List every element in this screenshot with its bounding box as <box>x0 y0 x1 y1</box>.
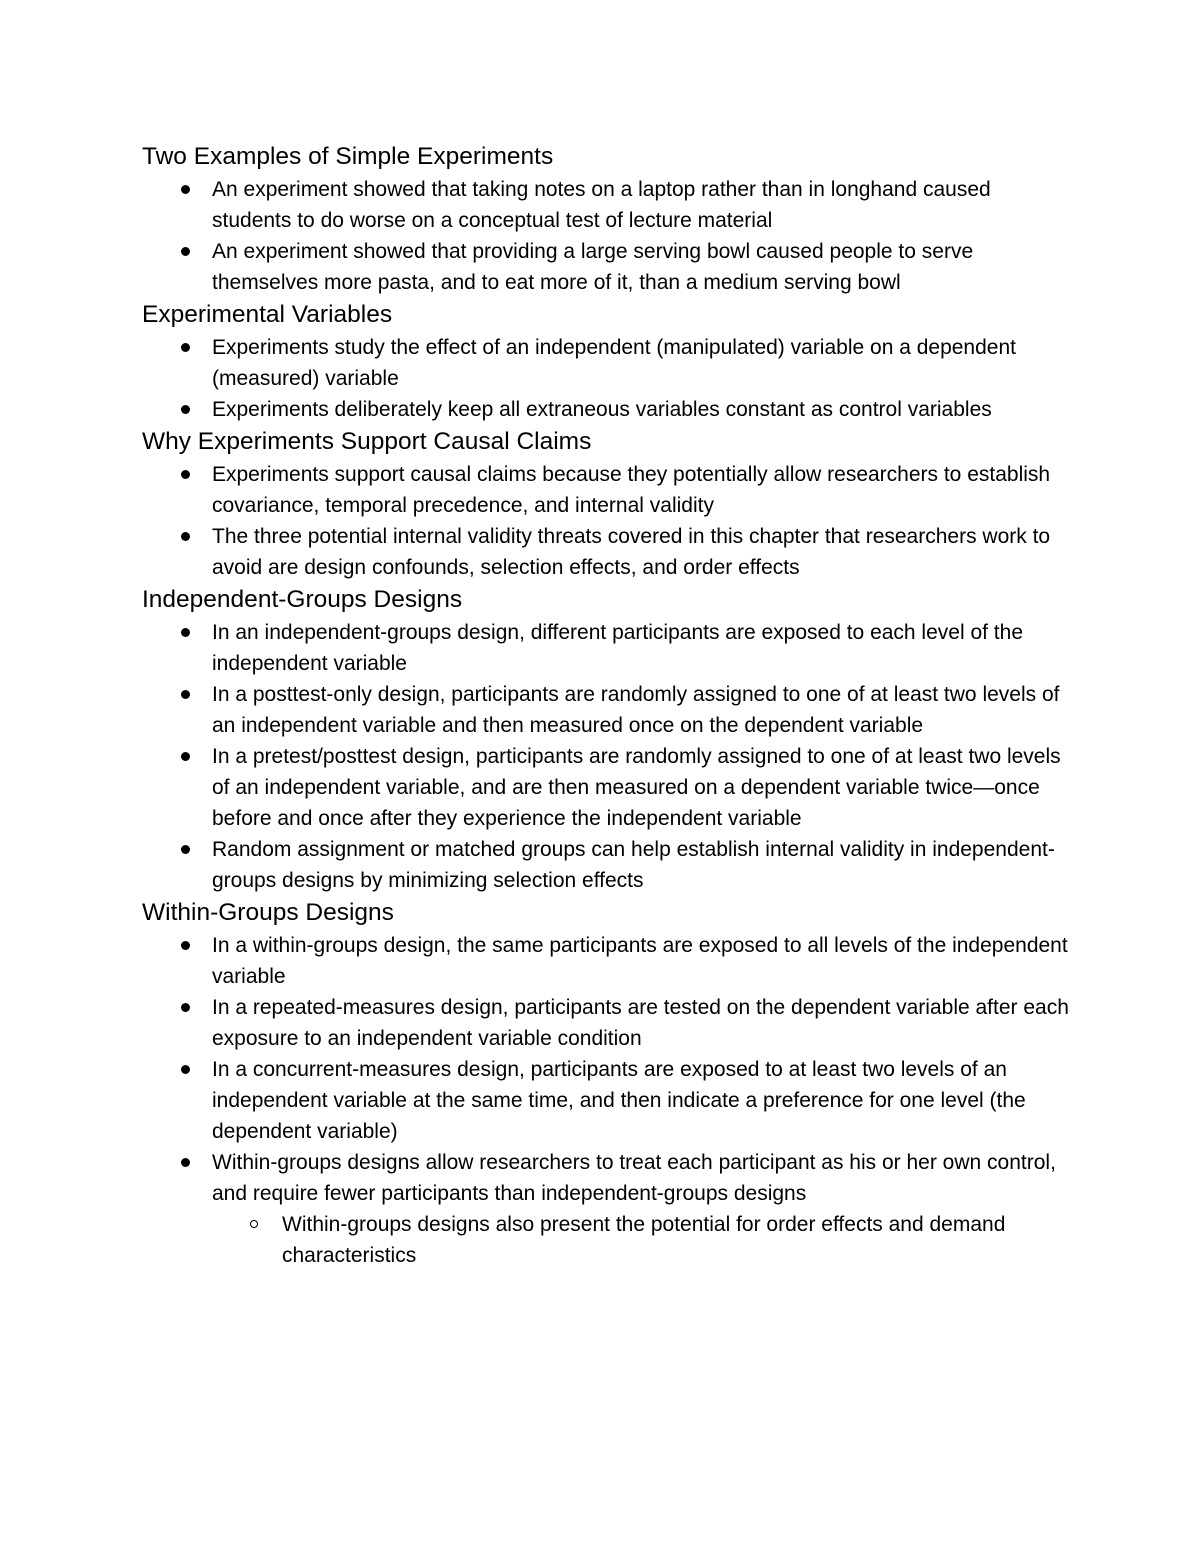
list-item-text: In a pretest/posttest design, participants are randomly assigned to one of at least two levels of an independent variable, and are then measured on a dependent variable twice—once before and once after they experience the independent variable <box>212 745 1061 830</box>
bullet-dot-icon <box>181 185 190 194</box>
list-item <box>142 741 1072 834</box>
list-item <box>142 992 1072 1054</box>
bullet-list <box>142 332 1072 425</box>
sub-list-item-text: Within-groups designs also present the potential for order effects and demand characteristics <box>282 1213 1006 1267</box>
list-item <box>142 617 1072 679</box>
section-heading: Independent-Groups Designs <box>142 586 463 613</box>
bullet-list <box>142 459 1072 583</box>
bullet-dot-icon <box>181 470 190 479</box>
bullet-list <box>142 617 1072 896</box>
list-item-text: Experiments support causal claims because they potentially allow researchers to establish covariance, temporal precedence, and internal validity <box>212 463 1051 517</box>
section-heading: Two Examples of Simple Experiments <box>142 143 554 170</box>
list-item-text: In a concurrent-measures design, participants are exposed to at least two levels of an independent variable at the same time, and then indicate a preference for one level (the dependent variable) <box>212 1058 1026 1143</box>
bullet-dot-icon <box>181 941 190 950</box>
list-item <box>142 679 1072 741</box>
bullet-dot-icon <box>181 845 190 854</box>
document-page <box>142 140 1072 1271</box>
bullet-dot-icon <box>181 1003 190 1012</box>
bullet-dot-icon <box>181 628 190 637</box>
list-item <box>142 521 1072 583</box>
list-item <box>142 834 1072 896</box>
list-item <box>142 459 1072 521</box>
section-heading: Experimental Variables <box>142 301 393 328</box>
bullet-dot-icon <box>181 752 190 761</box>
list-item-text: In a repeated-measures design, participants are tested on the dependent variable after each exposure to an independent variable condition <box>212 996 1069 1050</box>
bullet-dot-icon <box>181 1158 190 1167</box>
bullet-dot-icon <box>181 532 190 541</box>
section-heading: Within-Groups Designs <box>142 899 394 926</box>
list-item <box>142 394 1072 425</box>
list-item-text: In a within-groups design, the same participants are exposed to all levels of the independent variable <box>212 934 1068 988</box>
section-experimental-variables <box>142 298 1072 425</box>
section-causal-claims <box>142 425 1072 583</box>
list-item <box>142 930 1072 992</box>
bullet-dot-icon <box>181 1065 190 1074</box>
bullet-dot-icon <box>181 343 190 352</box>
section-heading: Why Experiments Support Causal Claims <box>142 428 592 455</box>
list-item-text: Random assignment or matched groups can help establish internal validity in independent-groups designs by minimizing selection effects <box>212 838 1055 892</box>
section-independent-groups <box>142 583 1072 896</box>
list-item-text: In an independent-groups design, different participants are exposed to each level of the independent variable <box>212 621 1024 675</box>
list-item-text: In a posttest-only design, participants are randomly assigned to one of at least two levels of an independent variable and then measured once on the dependent variable <box>212 683 1060 737</box>
list-item-text: An experiment showed that providing a large serving bowl caused people to serve themselves more pasta, and to eat more of it, than a medium serving bowl <box>212 240 974 294</box>
list-item-text: The three potential internal validity threats covered in this chapter that researchers work to avoid are design confounds, selection effects, and order effects <box>212 525 1051 579</box>
list-item <box>142 174 1072 236</box>
bullet-dot-icon <box>181 405 190 414</box>
bullet-list <box>142 930 1072 1271</box>
list-item <box>142 1054 1072 1147</box>
list-item-text: Within-groups designs allow researchers to treat each participant as his or her own control, and require fewer participants than independent-groups designs <box>212 1151 1056 1205</box>
bullet-dot-icon <box>181 690 190 699</box>
bullet-list <box>142 174 1072 298</box>
list-item <box>142 332 1072 394</box>
list-item <box>142 236 1072 298</box>
bullet-dot-icon <box>181 247 190 256</box>
list-item-text: Experiments deliberately keep all extraneous variables constant as control variables <box>212 398 992 421</box>
section-within-groups <box>142 896 1072 1271</box>
section-simple-experiments <box>142 140 1072 298</box>
list-item-text: Experiments study the effect of an independent (manipulated) variable on a dependent (measured) variable <box>212 336 1016 390</box>
sub-list-item <box>212 1209 1072 1271</box>
sub-bullet-list <box>212 1209 1072 1271</box>
list-item-text: An experiment showed that taking notes on a laptop rather than in longhand caused students to do worse on a conceptual test of lecture material <box>212 178 991 232</box>
list-item <box>142 1147 1072 1271</box>
bullet-circle-icon <box>250 1220 258 1228</box>
